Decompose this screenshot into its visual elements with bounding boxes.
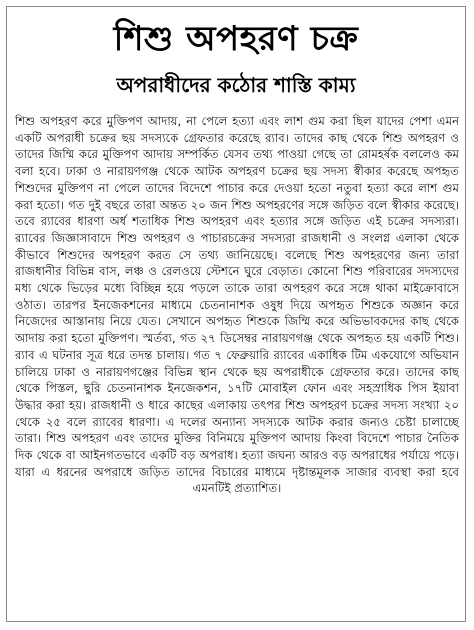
- headline: শিশু অপহরণ চক্র: [113, 19, 359, 59]
- article-frame: [6, 6, 466, 622]
- article-body: শিশু অপহরণ করে মুক্তিপণ আদায়, না পেলে হত্যা এবং লাশ গুম করা ছিল যাদের পেশা এমন একটি অপরাধী চক্রের ছয় সদস্যকে গ্রেফতার করেছে র‍্যাব। তাদের কাছ থেকে শিশু অপহরণ ও তাদের জিম্মি করে মুক্তিপণ আদায় সম্পর্কিত যেসব তথ্য পাওয়া গেছে তা রোমহর্ষক বললেও কম বলা হবে। ঢাকা ও নারায়ণগঞ্জ থেকে আটক অপহরণ চক্রের ছয় সদস্য স্বীকার করেছে অপহৃত শিশুদের মুক্তিপণ না পেলে তাদের বিদেশে পাচার করে দেওয়া হতো নতুবা হত্যা করে লাশ গুম করা হতো। গত দুই বছরে তারা অন্তত ২০ জন শিশু অপহরণের সঙ্গে জড়িত বলে স্বীকার করেছে। তবে র‍্যাবের ধারণা অর্ধ শতাধিক শিশু অপহরণ এবং হত্যার সঙ্গে জড়িত এই চক্রের সদস্যরা। র‍্যাবের জিজ্ঞাসাবাদে শিশু অপহরণ ও পাচারচক্রের সদস্যরা রাজধানী ও সংলগ্ন এলাকা থেকে কীভাবে শিশুদের অপহরণ করত সে তথ্য জানিয়েছে। বলেছে শিশু অপহরণের জন্য তারা রাজধানীর বিভিন্ন বাস, লঞ্চ ও রেলওয়ে স্টেশনে ঘুরে বেড়াত। কোনো শিশু পরিবারের সদস্যদের মধ্য থেকে ভিড়ের মধ্যে বিচ্ছিন্ন হয়ে পড়লে তাকে তারা অপহরণ করে সঙ্গে থাকা মাইক্রোবাসে ওঠাত। তারপর ইনজেকশনের মাধ্যমে চেতনানাশক ওষুধ দিয়ে অপহৃত শিশুকে অজ্ঞান করে নিজেদের আস্তানায় নিয়ে যেত। সেখানে অপহৃত শিশুকে জিম্মি করে অভিভাবকদের কাছ থেকে আদায় করা হতো মুক্তিপণ। স্মর্তব্য, গত ২৭ ডিসেম্বর নারায়ণগঞ্জ থেকে অপহৃত হয় একটি শিশু। র‍্যাব এ ঘটনার সূত্র ধরে তদন্ত চালায়। গত ৭ ফেব্রুয়ারি র‍্যাবের একাধিক টিম একযোগে অভিযান চালিয়ে ঢাকা ও নারায়ণগঞ্জের বিভিন্ন স্থান থেকে ছয় অপরাধীকে গ্রেফতার করে। তাদের কাছ থেকে পিস্তল, ছুরি চেতনানাশক ইনজেকশন, ১৭টি মোবাইল ফোন এবং সহস্রাধিক পিস ইয়াবা উদ্ধার করা হয়। রাজধানী ও ধারে কাছের এলাকায় তৎপর শিশু অপহরণ চক্রের সদস্য সংখ্যা ২০ থেকে ২৫ বলে র‍্যাবের ধারণা। এ দলের অন্যান্য সদস্যকে আটক করার জন্যও চেষ্টা চালাচ্ছে তারা। শিশু অপহরণ এবং তাদের মুক্তির বিনিময়ে মুক্তিপণ আদায় কিংবা বিদেশে পাচার নৈতিক দিক থেকে বা আইনগতভাবে একটি বড় অপরাধ। হত্যা জঘন্য আরও বড় অপরাধের পর্যায়ে পড়ে। যারা এ ধরনের অপরাধে জড়িত তাদের বিচারের মাধ্যমে দৃষ্টান্তমূলক সাজার ব্যবস্থা করা হবে এমনটিই প্রত্যাশিত।: [15, 114, 459, 496]
- subheadline: অপরাধীদের কঠোর শাস্তি কাম্য: [116, 73, 356, 97]
- subheadline-container: [7, 71, 465, 99]
- headline-container: [7, 17, 465, 61]
